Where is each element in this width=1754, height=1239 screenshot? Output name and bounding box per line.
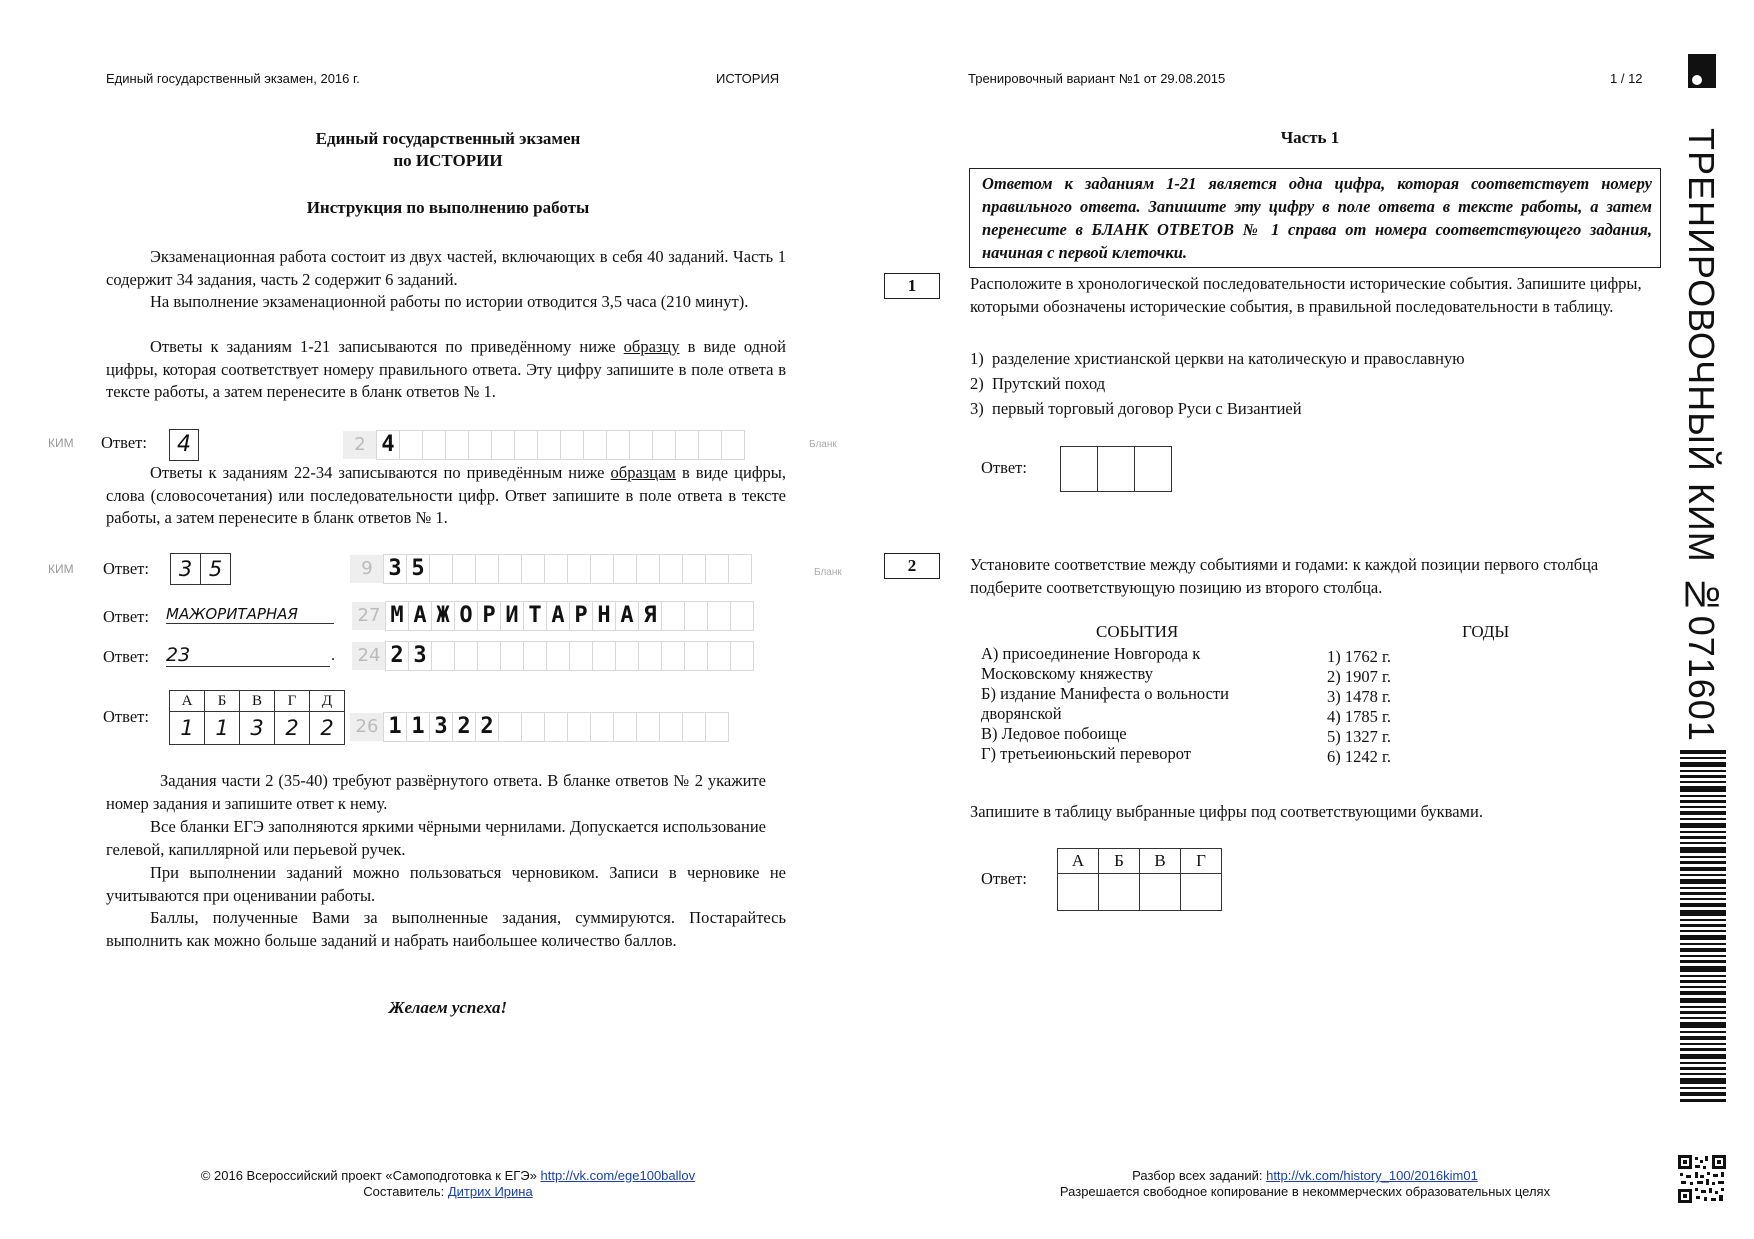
event-item: Московскому княжеству — [981, 664, 1153, 683]
blank-strip-3 — [352, 601, 754, 631]
blank-task-number: 27 — [352, 602, 386, 630]
instruction-paragraph-5: Задания части 2 (35-40) требуют развёрнутого ответа. В бланке ответов № 2 укажите номер задания и запишите ответ к нему. — [106, 771, 766, 813]
letter-cell: В — [1140, 849, 1181, 874]
footer-author-label: Составитель: — [363, 1184, 445, 1199]
letter-cell: Б — [205, 691, 240, 712]
blank-cell: И — [500, 601, 524, 631]
sample-link-1: образцу — [623, 337, 680, 356]
period: . — [331, 647, 335, 664]
corner-marker-icon — [1688, 54, 1716, 88]
blank-task-number: 24 — [352, 642, 386, 670]
blank-strip-5 — [350, 712, 729, 742]
blank-task-number: 26 — [350, 713, 384, 741]
value-cell: 1 — [170, 712, 205, 745]
value-cell: 2 — [275, 712, 310, 745]
letter-cell: Б — [1099, 849, 1140, 874]
blank-cell: 2 — [452, 712, 476, 742]
blank-cell: 5 — [406, 554, 430, 584]
answer-cell[interactable] — [1135, 447, 1172, 492]
blank-cell: 2 — [385, 641, 409, 671]
blank-task-number: 9 — [350, 555, 384, 583]
blank-cell: 1 — [383, 712, 407, 742]
sample-answer-box-2 — [171, 553, 231, 585]
task-1-answer-label: Ответ: — [981, 458, 1027, 477]
blank-cell: А — [615, 601, 639, 631]
sample-cell: 5 — [200, 553, 231, 585]
letter-cell: Г — [1181, 849, 1222, 874]
header-variant: Тренировочный вариант №1 от 29.08.2015 — [968, 71, 1226, 86]
doc-subtitle: по ИСТОРИИ — [393, 151, 503, 170]
year-item: 2) 1907 г. — [1327, 667, 1392, 686]
blank-strip-4 — [352, 641, 754, 671]
instruction-paragraph-4: Ответы к заданиям 22-34 записываются по приведённым ниже образцам в виде цифры, слова (словосочетания) или последовательности цифр. Ответ запишите в поле ответа в тексте работы, а затем перенесите в бланк ответов № 1. — [106, 463, 786, 527]
event-item: Б) издание Манифеста о вольности — [981, 684, 1229, 703]
task-number-2: 2 — [884, 553, 940, 579]
header-subject: ИСТОРИЯ — [716, 71, 780, 86]
answer-cell[interactable] — [1098, 447, 1135, 492]
instruction-paragraph-2: На выполнение экзаменационной работы по истории отводится 3,5 часа (210 минут). — [150, 292, 749, 311]
year-item: 3) 1478 г. — [1327, 687, 1392, 706]
letter-cell: А — [170, 691, 205, 712]
value-cell: 1 — [205, 712, 240, 745]
blank-cell: Т — [523, 601, 547, 631]
blank-cell: А — [408, 601, 432, 631]
blank-cell: 2 — [475, 712, 499, 742]
barcode-icon — [1680, 750, 1726, 1102]
task-2-answer-label: Ответ: — [981, 869, 1027, 888]
instruction-paragraph-7: При выполнении заданий можно пользоваться черновиком. Записи в черновике не учитываются при оценивании работы. — [106, 863, 786, 905]
events-column-header: СОБЫТИЯ — [1096, 622, 1179, 641]
year-item: 4) 1785 г. — [1327, 707, 1392, 726]
value-cell: 2 — [310, 712, 345, 745]
blank-cell: 3 — [429, 712, 453, 742]
footer-author-line — [108, 1184, 788, 1199]
footer-copyright-line — [108, 1168, 788, 1183]
kim-label-1: КИМ — [48, 436, 74, 450]
years-list — [1327, 647, 1391, 767]
footer-link-author[interactable]: Дитрих Ирина — [447, 1184, 533, 1199]
task-2-instruction: Запишите в таблицу выбранные цифры под соответствующими буквами. — [970, 802, 1483, 821]
year-item: 6) 1242 г. — [1327, 747, 1392, 766]
blank-cell: Ж — [431, 601, 455, 631]
years-column-header: ГОДЫ — [1462, 622, 1510, 641]
letter-cell: Г — [275, 691, 310, 712]
blank-strip-2 — [350, 554, 752, 584]
answer-label-4: Ответ: — [103, 647, 149, 666]
blank-label-2: Бланк — [814, 567, 842, 578]
event-item: Г) третьеиюньский переворот — [981, 744, 1191, 763]
year-item: 1) 1762 г. — [1327, 647, 1392, 666]
events-list — [981, 644, 1229, 764]
qr-code-icon — [1678, 1155, 1726, 1203]
year-item: 5) 1327 г. — [1327, 727, 1392, 746]
task-number-1: 1 — [884, 273, 940, 299]
answer-label-1: Ответ: — [101, 433, 147, 452]
answer-label-2: Ответ: — [103, 559, 149, 578]
task-2-text: Установите соответствие между событиями и годами: к каждой позиции первого столбца подберите соответствующую позицию из второго столбца. — [970, 555, 1599, 597]
sample-cell: 3 — [170, 553, 201, 585]
footer-license: Разрешается свободное копирование в некоммерческих образовательных целях — [1059, 1184, 1551, 1199]
blank-cell: 4 — [376, 430, 400, 460]
blank-strip-1 — [343, 430, 745, 460]
header-page-number: 1 / 12 — [1610, 71, 1643, 86]
instruction-paragraph-3: Ответы к заданиям 1-21 записываются по приведённому ниже образцу в виде одной цифры, которая соответствует номеру правильного ответа. Эту цифру запишите в поле ответа в тексте работы, а затем перенесите в бланк ответов № 1. — [106, 337, 786, 401]
sample-answer-box-1: 4 — [169, 429, 199, 461]
event-item: А) присоединение Новгорода к — [981, 644, 1201, 663]
footer-copyright: © 2016 Всероссийский проект «Самоподготовка к ЕГЭ» — [200, 1168, 537, 1183]
sample-link-2: образцам — [610, 463, 676, 482]
blank-cell: 3 — [383, 554, 407, 584]
instruction-paragraph-6: Все бланки ЕГЭ заполняются яркими чёрными чернилами. Допускается использование гелевой, капиллярной или перьевой ручек. — [106, 817, 766, 859]
task-1-item-1: 1) разделение христианской церкви на католическую и православную — [970, 349, 1465, 368]
letter-cell: Д — [310, 691, 345, 712]
blank-cell: Р — [569, 601, 593, 631]
sample-answer-line-4: 23 — [166, 644, 330, 667]
answer-label-5: Ответ: — [103, 707, 149, 726]
blank-cell: Р — [477, 601, 501, 631]
instruction-title: Инструкция по выполнению работы — [306, 198, 590, 217]
letter-cell: В — [240, 691, 275, 712]
task-1-answer-grid[interactable] — [1060, 446, 1172, 492]
part-instruction-box: Ответом к заданиям 1-21 является одна цифра, которая соответствует номеру правильного ответа. Запишите эту цифру в поле ответа в тексте работы, а затем перенесите в БЛАНК ОТВЕТОВ № 1 справа от номера соответствующего задания, начиная с первой клеточки. — [969, 168, 1661, 268]
answer-cell[interactable] — [1058, 874, 1099, 911]
wish-text: Желаем успеха! — [388, 998, 508, 1017]
event-item: В) Ледовое побоище — [981, 724, 1127, 743]
blank-cell: Я — [638, 601, 662, 631]
answer-cell[interactable] — [1140, 874, 1181, 911]
answer-cell[interactable] — [1181, 874, 1222, 911]
blank-cell: А — [546, 601, 570, 631]
footer-analysis-line — [960, 1168, 1650, 1183]
blank-cell: М — [385, 601, 409, 631]
blank-cell: О — [454, 601, 478, 631]
event-item: дворянской — [981, 704, 1062, 723]
blank-task-number: 2 — [343, 431, 377, 459]
sample-answer-line-3: МАЖОРИТАРНАЯ — [166, 605, 334, 624]
blank-cell: Н — [592, 601, 616, 631]
value-cell: 3 — [240, 712, 275, 745]
sample-answer-table-5 — [169, 690, 345, 745]
doc-title: Единый государственный экзамен — [315, 129, 581, 148]
kim-label-2: КИМ — [48, 562, 74, 576]
letter-cell: А — [1058, 849, 1099, 874]
blank-cell: 1 — [406, 712, 430, 742]
task-1-text: Расположите в хронологической последовательности исторические события. Запишите цифры, которыми обозначены исторические события, в правильной последовательности в таблицу. — [970, 274, 1642, 316]
task-1-item-3: 3) первый торговый договор Руси с Византией — [970, 399, 1302, 418]
vertical-variant-label: ТРЕНИРОВОЧНЫЙ КИМ №071601 — [1681, 128, 1722, 742]
footer-link-project[interactable]: http://vk.com/ege100ballov — [540, 1168, 696, 1183]
task-2-answer-table[interactable] — [1057, 848, 1222, 911]
part-title: Часть 1 — [1280, 128, 1340, 147]
task-1-item-2: 2) Прутский поход — [970, 374, 1106, 393]
footer-link-analysis[interactable]: http://vk.com/history_100/2016kim01 — [1266, 1168, 1478, 1183]
instruction-paragraph-1: Экзаменационная работа состоит из двух частей, включающих в себя 40 заданий. Часть 1 содержит 34 задания, часть 2 содержит 6 заданий. — [106, 247, 786, 289]
answer-cell[interactable] — [1099, 874, 1140, 911]
answer-cell[interactable] — [1061, 447, 1098, 492]
header-exam-title: Единый государственный экзамен, 2016 г. — [106, 71, 360, 86]
instruction-paragraph-8: Баллы, полученные Вами за выполненные задания, суммируются. Постарайтесь выполнить как можно больше заданий и набрать наибольшее количество баллов. — [106, 908, 786, 950]
footer-analysis-label: Разбор всех заданий: — [1132, 1168, 1263, 1183]
blank-label-1: Бланк — [809, 439, 837, 450]
answer-label-3: Ответ: — [103, 607, 149, 626]
blank-cell: 3 — [408, 641, 432, 671]
